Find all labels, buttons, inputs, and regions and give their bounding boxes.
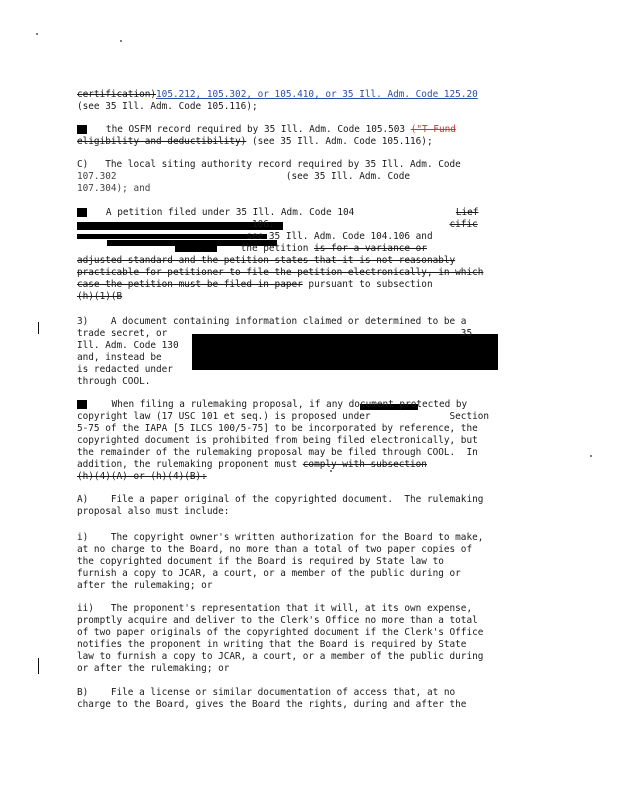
document-line bbox=[77, 183, 150, 195]
text-run: 107.304); and bbox=[77, 183, 151, 194]
document-line bbox=[77, 243, 427, 255]
document-line bbox=[77, 328, 472, 340]
text-run: 106. bbox=[77, 219, 450, 230]
text-run: is redacted under bbox=[77, 364, 173, 375]
document-line bbox=[77, 556, 444, 568]
document-line bbox=[77, 291, 122, 303]
document-line bbox=[77, 663, 229, 675]
document-line bbox=[77, 459, 427, 471]
document-line bbox=[77, 101, 258, 113]
text-run: 107.302 bbox=[77, 171, 117, 182]
document-line bbox=[77, 544, 472, 556]
document-line bbox=[77, 219, 478, 231]
document-line bbox=[77, 89, 478, 101]
document-line bbox=[77, 615, 478, 627]
document-line bbox=[77, 651, 483, 663]
text-run: adjusted standard and the petition states that it is not reasonably bbox=[77, 255, 456, 266]
text-run: Lief bbox=[455, 207, 479, 218]
text-run: eligibility and deductibility) bbox=[77, 136, 247, 147]
document-line bbox=[77, 255, 455, 267]
text-run: (see 35 Ill. Adm. Code bbox=[116, 171, 411, 182]
text-run: see 35 Ill. Adm. Code 104.106 and bbox=[77, 231, 433, 242]
text-run: certification) bbox=[77, 89, 157, 100]
text-run: or after the rulemaking; or bbox=[77, 663, 230, 674]
text-run: the OSFM record required by 35 Ill. Adm. Code 105.503 bbox=[89, 124, 411, 135]
text-run: C) The local siting authority record required by 35 Ill. Adm. Code bbox=[77, 159, 461, 170]
document-line bbox=[77, 506, 229, 518]
text-run: B) File a license or similar documentation of access that, at no bbox=[77, 687, 456, 698]
text-run: the copyrighted document if the Board is required by State law to bbox=[77, 556, 444, 567]
text-run: i) The copyright owner's written authorization for the Board to make, bbox=[77, 532, 484, 543]
document-line bbox=[77, 171, 410, 183]
text-run: proposal also must include: bbox=[77, 506, 230, 517]
revision-bar bbox=[38, 658, 39, 674]
item-marker-box bbox=[77, 125, 87, 134]
text-run: (h)(4)(A) or (h)(4)(B): bbox=[77, 471, 207, 482]
text-run: promptly acquire and deliver to the Clerk's Office no more than a total bbox=[77, 615, 478, 626]
text-run: copyrighted document is prohibited from being filed electronically, but bbox=[77, 435, 478, 446]
text-run: ii) The proponent's representation that it will, at its own expense, bbox=[77, 603, 473, 614]
scan-speck bbox=[120, 40, 122, 42]
text-run: furnish a copy to JCAR, a court, or a member of the public during or bbox=[77, 568, 461, 579]
text-run: 3) A document containing information claimed or determined to be a bbox=[77, 316, 467, 327]
text-run: of two paper originals of the copyrighted document if the Clerk's Office bbox=[77, 627, 484, 638]
document-line bbox=[77, 352, 162, 364]
text-run: comply with subsection bbox=[302, 459, 427, 470]
text-run: the remainder of the rulemaking proposal may be filed through COOL. In bbox=[77, 447, 478, 458]
text-run: after the rulemaking; or bbox=[77, 580, 213, 591]
text-run: through COOL. bbox=[77, 376, 151, 387]
text-run: cific bbox=[449, 219, 478, 230]
document-line bbox=[77, 568, 461, 580]
text-run: When filing a rulemaking proposal, if any document protected by bbox=[89, 399, 468, 410]
scan-speck bbox=[36, 33, 38, 35]
text-run: copyright law (17 USC 101 et seq.) is proposed under Section bbox=[77, 411, 490, 422]
document-line bbox=[89, 207, 478, 219]
document-line bbox=[77, 435, 478, 447]
document-line bbox=[77, 267, 483, 279]
document-line bbox=[77, 494, 483, 506]
item-marker-box bbox=[77, 208, 87, 217]
item-marker-box bbox=[77, 400, 87, 409]
text-run: A) File a paper original of the copyrighted document. The rulemaking bbox=[77, 494, 484, 505]
document-line bbox=[77, 159, 461, 171]
revision-bar bbox=[38, 322, 39, 334]
text-run: (see 35 Ill. Adm. Code 105.116); bbox=[77, 101, 258, 112]
text-run: ("T Fund bbox=[410, 124, 456, 135]
text-run: 5-75 of the IAPA [5 ILCS 100/5-75] to be incorporated by reference, the bbox=[77, 423, 478, 434]
text-run: (see 35 Ill. Adm. Code 105.116); bbox=[246, 136, 433, 147]
text-run: is for a variance or bbox=[314, 243, 427, 254]
document-line bbox=[77, 376, 150, 388]
document-line bbox=[77, 136, 433, 148]
scan-speck bbox=[590, 455, 592, 457]
document-line bbox=[77, 603, 472, 615]
document-line bbox=[77, 340, 179, 352]
text-run: 105.212, 105.302, or 105.410, or 35 Ill. Adm. Code 125.20 bbox=[156, 89, 478, 100]
text-run: pursuant to subsection bbox=[302, 279, 433, 290]
text-run: case the petition must be filed in paper bbox=[77, 279, 303, 290]
text-run: and, instead be bbox=[77, 352, 162, 363]
document-line bbox=[77, 447, 478, 459]
document-line bbox=[77, 364, 173, 376]
text-run: trade secret, or 35 bbox=[77, 328, 473, 339]
text-run: A petition filed under 35 Ill. Adm. Code 104 bbox=[89, 207, 456, 218]
text-run: at no charge to the Board, no more than a total of two paper copies of bbox=[77, 544, 473, 555]
text-run: charge to the Board, gives the Board the rights, during and after the bbox=[77, 699, 467, 710]
text-run: addition, the rulemaking proponent must bbox=[77, 459, 303, 470]
document-line bbox=[77, 316, 466, 328]
text-run: practicable for petitioner to file the petition electronically, in which bbox=[77, 267, 484, 278]
document-line bbox=[77, 231, 433, 243]
document-line bbox=[77, 580, 212, 592]
document-line bbox=[77, 627, 483, 639]
document-line bbox=[77, 687, 455, 699]
document-line bbox=[77, 699, 466, 711]
document-line bbox=[77, 279, 433, 291]
document-line bbox=[89, 399, 467, 411]
text-run: law to furnish a copy to JCAR, a court, or a member of the public during bbox=[77, 651, 484, 662]
text-run: (h)(1)(B bbox=[77, 291, 123, 302]
text-run: notifies the proponent in writing that the Board is required by State bbox=[77, 639, 467, 650]
text-run: Ill. Adm. Code 130 bbox=[77, 340, 179, 351]
document-line bbox=[77, 639, 466, 651]
document-line bbox=[77, 423, 478, 435]
document-line bbox=[77, 411, 489, 423]
document-line bbox=[77, 532, 483, 544]
document-line bbox=[89, 124, 456, 136]
text-run: the petition bbox=[77, 243, 315, 254]
document-line bbox=[77, 471, 207, 483]
